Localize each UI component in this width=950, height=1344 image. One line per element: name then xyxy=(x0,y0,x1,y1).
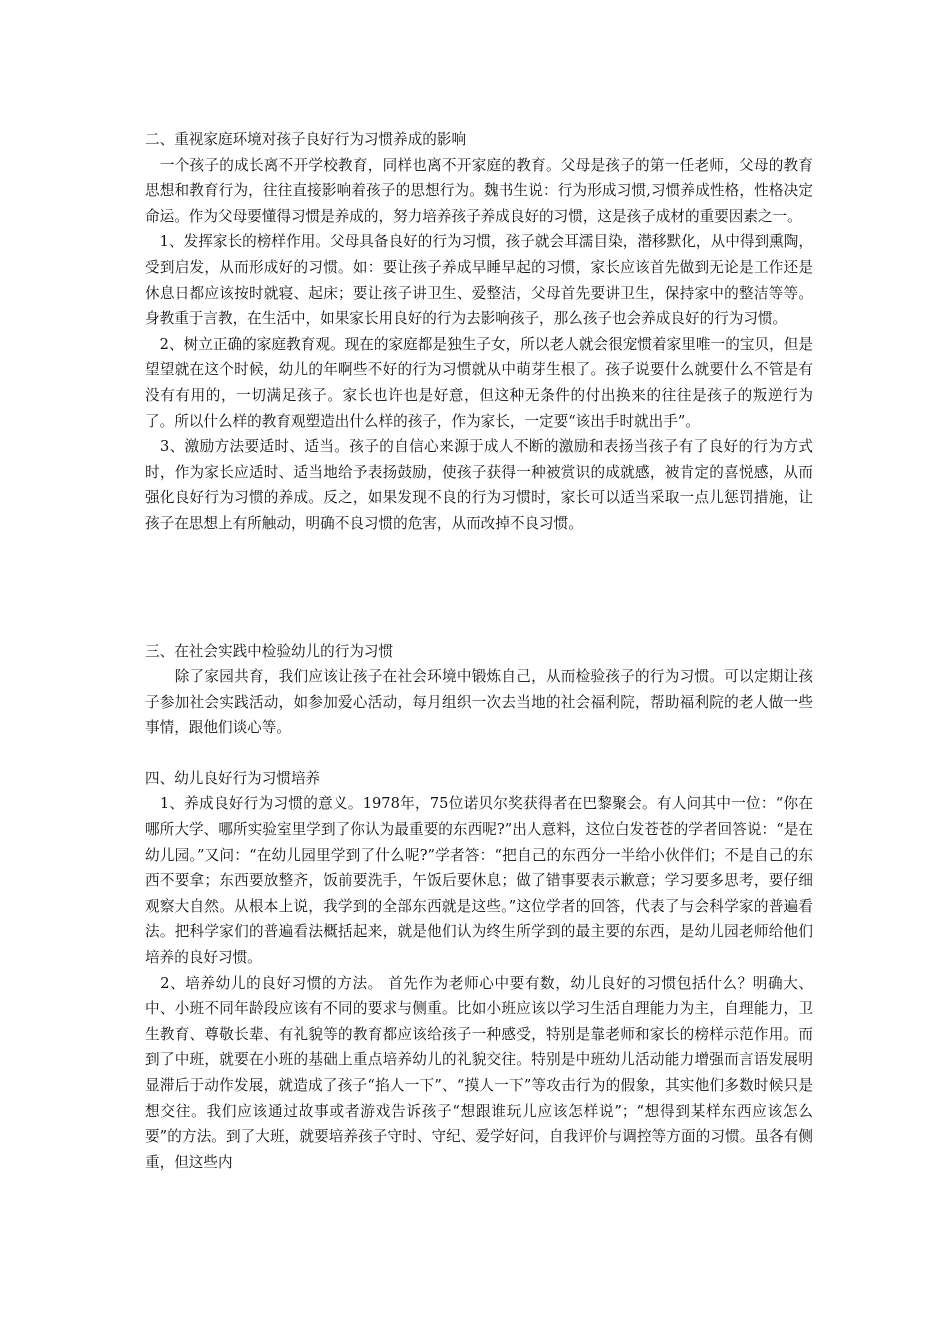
blank-space xyxy=(145,741,813,766)
section-heading: 三、在社会实践中检验幼儿的行为习惯 xyxy=(145,642,394,660)
paragraph: 1、发挥家长的榜样作用。父母具备良好的行为习惯，孩子就会耳濡目染，潜移默化，从中得到熏陶，受到启发，从而形成好的习惯。如：要让孩子养成早睡早起的习惯，家长应该首先做到无论是工作还是休息日都应该按时就寝、起床；要让孩子讲卫生、爱整洁，父母首先要讲卫生，保持家中的整洁等等。身教重于言教，在生活中，如果家长用良好的行为去影响孩子，那么孩子也会养成良好的行为习惯。 xyxy=(145,233,813,328)
paragraph: 2、培养幼儿的良好习惯的方法。 首先作为老师心中要有数，幼儿良好的习惯包括什么？明确大、中、小班不同年龄段应该有不同的要求与侧重。比如小班应该以学习生活自理能力为主，自理能力，卫生教育、尊敬长辈、有礼貌等的教育都应该给孩子一种感受，特别是靠老师和家长的榜样示范作用。而到了中班，就要在小班的基础上重点培养幼儿的礼貌交往。特别是中班幼儿活动能力增强而言语发展明显滞后于动作发展，就造成了孩子“掐人一下”、“摸人一下”等攻击行为的假象，其实他们多数时候只是想交往。我们应该通过故事或者游戏告诉孩子“想跟谁玩儿应该怎样说”；“想得到某样东西应该怎么要”的方法。到了大班，就要培养孩子守时、守纪、爱学好问，自我评价与调控等方面的习惯。虽各有侧重，但这些内 xyxy=(145,974,813,1171)
paragraph: 1、养成良好行为习惯的意义。1978年，75位诺贝尔奖获得者在巴黎聚会。有人问其中一位：“你在哪所大学、哪所实验室里学到了你认为最重要的东西呢?”出人意料，这位白发苍苍的学者回答说：“是在幼儿园。”又问：“在幼儿园里学到了什么呢?”学者答：“把自己的东西分一半给小伙伴们；不是自己的东西不要拿；东西要放整齐，饭前要洗手，午饭后要休息；做了错事要表示歉意；学习要多思考，要仔细观察大自然。从根本上说，我学到的全部东西就是这些。”这位学者的回答，代表了与会科学家的普遍看法。把科学家们的普遍看法概括起来，就是他们认为终生所学到的最主要的东西，是幼儿园老师给他们培养的良好习惯。 xyxy=(145,795,813,967)
paragraph: 2、树立正确的家庭教育观。现在的家庭都是独生子女，所以老人就会很宠惯着家里唯一的宝贝，但是望望就在这个时候，幼儿的年啊些不好的行为习惯就从中萌芽生根了。孩子说要什么就要什么不管是有没有有用的，一切满足孩子。家长也许也是好意，但这种无条件的付出换来的往往是孩子的叛逆行为了。所以什么样的教育观塑造出什么样的孩子，作为家长，一定要“该出手时就出手”。 xyxy=(145,335,813,430)
section-family-environment xyxy=(145,127,813,537)
blank-space xyxy=(145,537,813,639)
paragraph: 3、激励方法要适时、适当。孩子的自信心来源于成人不断的激励和表扬当孩子有了良好的行为方式时，作为家长应适时、适当地给予表扬鼓励，使孩子获得一种被赏识的成就感，被肯定的喜悦感，从而强化良好行为习惯的养成。反之，如果发现不良的行为习惯时，家长可以适当采取一点儿惩罚措施，让孩子在思想上有所触动，明确不良习惯的危害，从而改掉不良习惯。 xyxy=(145,438,813,532)
paragraph: 一个孩子的成长离不开学校教育，同样也离不开家庭的教育。父母是孩子的第一任老师，父母的教育思想和教育行为，往往直接影响着孩子的思想行为。魏书生说：行为形成习惯,习惯养成性格，性格决定命运。作为父母要懂得习惯是养成的，努力培养孩子养成良好的习惯，这是孩子成材的重要因素之一。 xyxy=(145,156,813,225)
section-heading: 四、幼儿良好行为习惯培养 xyxy=(145,769,321,787)
section-social-practice xyxy=(145,639,813,741)
section-habit-cultivation xyxy=(145,766,813,1176)
document-body xyxy=(145,127,813,1175)
paragraph: 除了家园共育，我们应该让孩子在社会环境中锻炼自己，从而检验孩子的行为习惯。可以定期让孩子参加社会实践活动，如参加爱心活动，每月组织一次去当地的社会福利院，帮助福利院的老人做一些事情，跟他们谈心等。 xyxy=(145,668,813,737)
section-heading: 二、重视家庭环境对孩子良好行为习惯养成的影响 xyxy=(145,131,467,148)
